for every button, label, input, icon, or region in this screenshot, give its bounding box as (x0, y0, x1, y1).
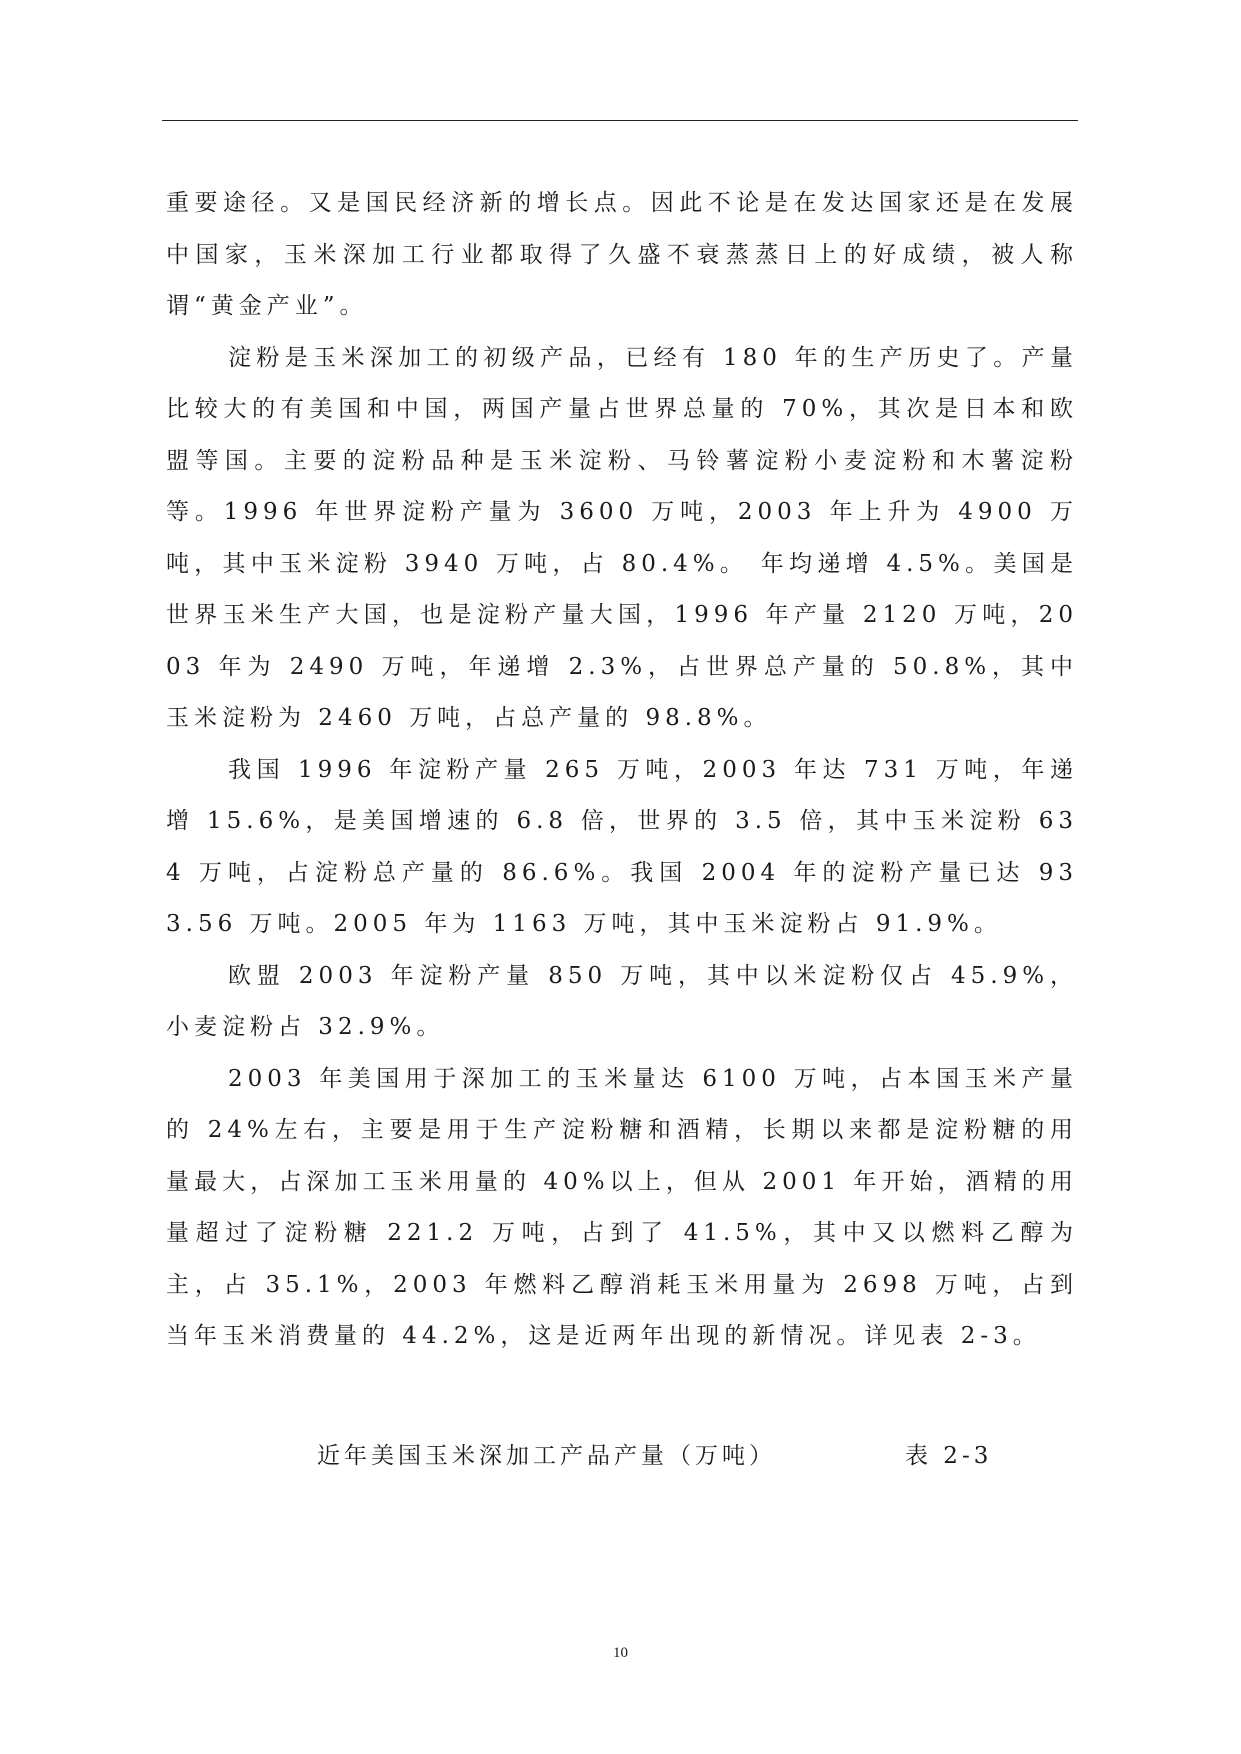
paragraph-starch-world-production: 淀粉是玉米深加工的初级产品，已经有 180 年的生产历史了。产量比较大的有美国和中国，两国产量占世界总量的 70%，其次是日本和欧盟等国。主要的淀粉品种是玉米淀粉、马铃薯淀粉小麦淀粉和木薯淀粉等。1996 年世界淀粉产量为 3600 万吨，2003 年上升为 4900 万吨，其中玉米淀粉 3940 万吨，占 80.4%。 年均递增 4.5%。美国是世界玉米生产大国，也是淀粉产量大国，1996 年产量 2120 万吨，2003 年为 2490 万吨，年递增 2.3%，占世界总产量的 50.8%，其中玉米淀粉为 2460 万吨，占总产量的 98.8%。 (166, 344, 1078, 731)
body-text (166, 178, 1078, 1363)
table-caption-number: 表 2-3 (905, 1443, 993, 1469)
paragraph-continuation: 重要途径。又是国民经济新的增长点。因此不论是在发达国家还是在发展中国家，玉米深加工行业都取得了久盛不衰蒸蒸日上的好成绩，被人称谓“黄金产业”。 (166, 190, 1078, 319)
table-caption (0, 1437, 1241, 1477)
paragraph-china-starch-production: 我国 1996 年淀粉产量 265 万吨，2003 年达 731 万吨，年递增 15.6%，是美国增速的 6.8 倍，世界的 3.5 倍，其中玉米淀粉 634 万吨，占淀粉总产量的 86.6%。我国 2004 年的淀粉产量已达 933.56 万吨。2005 年为 1163 万吨，其中玉米淀粉占 91.9%。 (166, 756, 1078, 937)
header-rule (162, 120, 1078, 121)
paragraph-eu-starch-production: 欧盟 2003 年淀粉产量 850 万吨，其中以米淀粉仅占 45.9%，小麦淀粉占 32.9%。 (166, 962, 1078, 1040)
table-caption-title: 近年美国玉米深加工产品产量（万吨） (317, 1443, 776, 1469)
page-number: 10 (613, 1645, 628, 1661)
paragraph-us-corn-processing: 2003 年美国用于深加工的玉米量达 6100 万吨，占本国玉米产量的 24%左右，主要是用于生产淀粉糖和酒精，长期以来都是淀粉糖的用量最大，占深加工玉米用量的 40%以上，但从 2001 年开始，酒精的用量超过了淀粉糖 221.2 万吨，占到了 41.5%，其中又以燃料乙醇为主，占 35.1%，2003 年燃料乙醇消耗玉米用量为 2698 万吨，占到当年玉米消费量的 44.2%，这是近两年出现的新情况。详见表 2-3。 (166, 1065, 1078, 1349)
